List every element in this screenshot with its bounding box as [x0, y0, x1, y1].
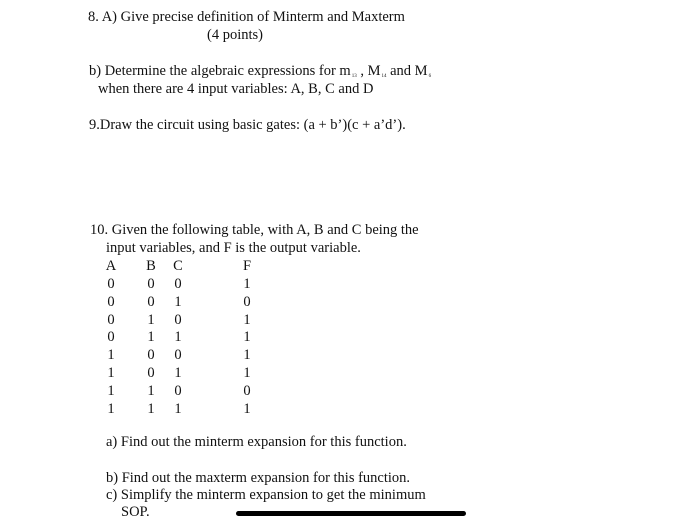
truth-table-cell-f: 1	[243, 276, 251, 292]
truth-table-cell-a: 1	[107, 365, 115, 381]
q8-b-mid1: , M	[356, 63, 381, 79]
q8-a-line: 8. A) Give precise definition of Minterm and Maxterm	[88, 9, 405, 25]
q8-b-sub-m6: 6	[428, 74, 432, 79]
q10-part-c-line1: c) Simplify the minterm expansion to get the minimum	[106, 487, 426, 503]
truth-table-header-c: C	[173, 258, 183, 274]
truth-table-cell-f: 0	[243, 382, 251, 399]
truth-table-cell-a: 0	[107, 329, 115, 346]
truth-table-cell-f: 0	[243, 293, 251, 310]
truth-table-cell-b: 0	[147, 293, 155, 310]
truth-table-cell-a: 0	[107, 276, 115, 292]
q8-b-sub-m13: 13	[351, 74, 357, 79]
truth-table-header-b: B	[146, 258, 156, 274]
truth-table-cell-b: 1	[147, 329, 155, 346]
truth-table-cell-b: 0	[147, 347, 155, 364]
truth-table-cell-b: 1	[147, 382, 155, 399]
q8-b-sub-m14: 14	[381, 74, 387, 79]
truth-table-cell-c: 0	[174, 347, 182, 364]
truth-table-cell-c: 0	[174, 382, 182, 399]
truth-table-cell-a: 1	[107, 382, 115, 399]
q8-b-line2: when there are 4 input variables: A, B, C and D	[98, 81, 374, 97]
truth-table-cell-a: 0	[107, 311, 115, 328]
truth-table-cell-b: 0	[147, 276, 155, 292]
truth-table-cell-c: 1	[174, 293, 182, 310]
q10-part-c-line2: SOP.	[121, 504, 150, 520]
truth-table-cell-f: 1	[243, 329, 251, 346]
truth-table-cell-b: 1	[147, 400, 155, 417]
q10-part-b: b) Find out the maxterm expansion for this function.	[106, 470, 411, 486]
truth-table-cell-c: 1	[174, 329, 182, 346]
truth-table-cell-c: 0	[174, 276, 182, 292]
q10-line1: 10. Given the following table, with A, B and C being the	[90, 222, 419, 238]
truth-table-cell-c: 0	[174, 311, 182, 328]
q10-part-a: a) Find out the minterm expansion for this function.	[106, 434, 407, 450]
truth-table-cell-f: 1	[243, 365, 251, 381]
truth-table-header-a: A	[105, 258, 117, 274]
q10-line2: input variables, and F is the output variable.	[106, 240, 361, 256]
truth-table-header-f: F	[242, 258, 252, 274]
truth-table-cell-b: 0	[147, 365, 155, 381]
truth-table-cell-c: 1	[174, 400, 182, 417]
q8-b-prefix: b) Determine the algebraic expressions for m	[89, 63, 351, 79]
truth-table-cell-b: 1	[147, 311, 155, 328]
truth-table-cell-a: 1	[107, 347, 115, 364]
home-indicator-bar[interactable]	[236, 511, 466, 516]
truth-table-cell-c: 1	[174, 365, 182, 381]
truth-table-cell-a: 1	[107, 400, 115, 417]
q9-line: 9.Draw the circuit using basic gates: (a + b’)(c + a’d’).	[89, 117, 406, 133]
truth-table-cell-f: 1	[243, 400, 251, 417]
truth-table-cell-f: 1	[243, 311, 251, 328]
q8-b-mid2: and M	[386, 63, 428, 79]
q8-points: (4 points)	[207, 27, 263, 43]
truth-table-cell-f: 1	[243, 347, 251, 364]
truth-table-cell-a: 0	[107, 293, 115, 310]
